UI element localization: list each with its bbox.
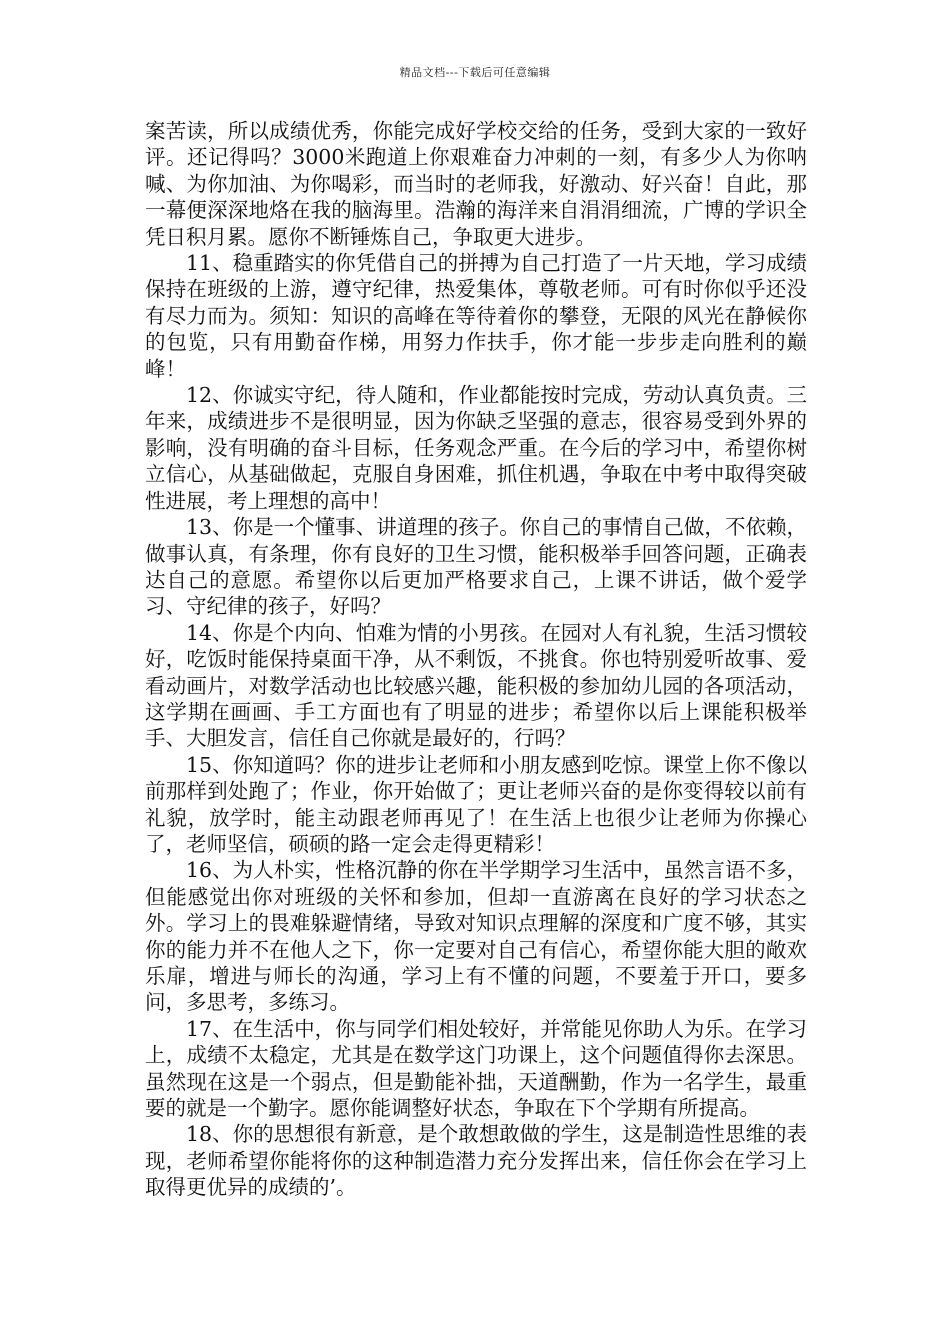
page-header: 精品文档---下载后可任意编辑 bbox=[399, 66, 551, 79]
paragraph-11: 11、稳重踏实的你凭借自己的拼搏为自己打造了一片天地，学习成绩保持在班级的上游，遵守纪律，热爱集体，尊敬老师。可有时你似乎还没有尽力而为。须知：知识的高峰在等待着你的攀登，无限的风光在静候你的包览，只有用勤奋作梯，用努力作扶手，你才能一步步走向胜利的巅峰！ bbox=[145, 251, 807, 381]
paragraph-12: 12、你诚实守纪，待人随和，作业都能按时完成，劳动认真负责。三年来，成绩进步不是很明显，因为你缺乏坚强的意志，很容易受到外界的影响，没有明确的奋斗目标，任务观念严重。在今后的学习中，希望你树立信心，从基础做起，克服自身困难，抓住机遇，争取在中考中取得突破性进展，考上理想的高中！ bbox=[145, 383, 807, 513]
paragraph-16: 16、为人朴实，性格沉静的你在半学期学习生活中，虽然言语不多，但能感觉出你对班级的关怀和参加，但却一直游离在良好的学习状态之外。学习上的畏难躲避情绪，导致对知识点理解的深度和广度不够，其实你的能力并不在他人之下，你一定要对自己有信心，希望你能大胆的敞欢乐扉，增进与师长的沟通，学习上有不懂的问题，不要羞于开口，要多问，多思考，多练习。 bbox=[145, 858, 807, 1015]
paragraph-continuation: 案苦读，所以成绩优秀，你能完成好学校交给的任务，受到大家的一致好评。还记得吗？3000米跑道上你艰难奋力冲刺的一刻，有多少人为你呐喊、为你加油、为你喝彩，而当时的老师我，好激动、好兴奋！自此，那一幕便深深地烙在我的脑海里。浩瀚的海洋来自涓涓细流，广博的学识全凭日积月累。愿你不断锤炼自己，争取更大进步。 bbox=[145, 119, 807, 249]
paragraph-13: 13、你是一个懂事、讲道理的孩子。你自己的事情自己做，不依赖，做事认真，有条理，你有良好的卫生习惯，能积极举手回答问题，正确表达自己的意愿。希望你以后更加严格要求自己，上课不讲话，做个爱学习、守纪律的孩子，好吗？ bbox=[145, 515, 807, 619]
paragraph-18: 18、你的思想很有新意，是个敢想敢做的学生，这是制造性思维的表现，老师希望你能将你的这种制造潜力充分发挥出来，信任你会在学习上取得更优异的成绩的’。 bbox=[145, 1122, 807, 1200]
document-body bbox=[145, 118, 807, 1201]
paragraph-15: 15、你知道吗？你的进步让老师和小朋友感到吃惊。课堂上你不像以前那样到处跑了；作业，你开始做了；更让老师兴奋的是你变得较以前有礼貌，放学时，能主动跟老师再见了！在生活上也很少让老师为你操心了，老师坚信，硕硕的路一定会走得更精彩！ bbox=[145, 752, 807, 856]
paragraph-14: 14、你是个内向、怕难为情的小男孩。在园对人有礼貌，生活习惯较好，吃饭时能保持桌面干净，从不剩饭，不挑食。你也特别爱听故事、爱看动画片，对数学活动也比较感兴趣，能积极的参加幼儿园的各项活动，这学期在画画、手工方面也有了明显的进步；希望你以后上课能积极举手、大胆发言，信任自己你就是最好的，行吗？ bbox=[145, 620, 807, 751]
paragraph-17: 17、在生活中，你与同学们相处较好，并常能见你助人为乐。在学习上，成绩不太稳定，尤其是在数学这门功课上，这个问题值得你去深思。虽然现在这是一个弱点，但是勤能补拙，天道酬勤，作为一名学生，最重要的就是一个勤字。愿你能调整好状态，争取在下个学期有所提高。 bbox=[145, 1016, 807, 1121]
